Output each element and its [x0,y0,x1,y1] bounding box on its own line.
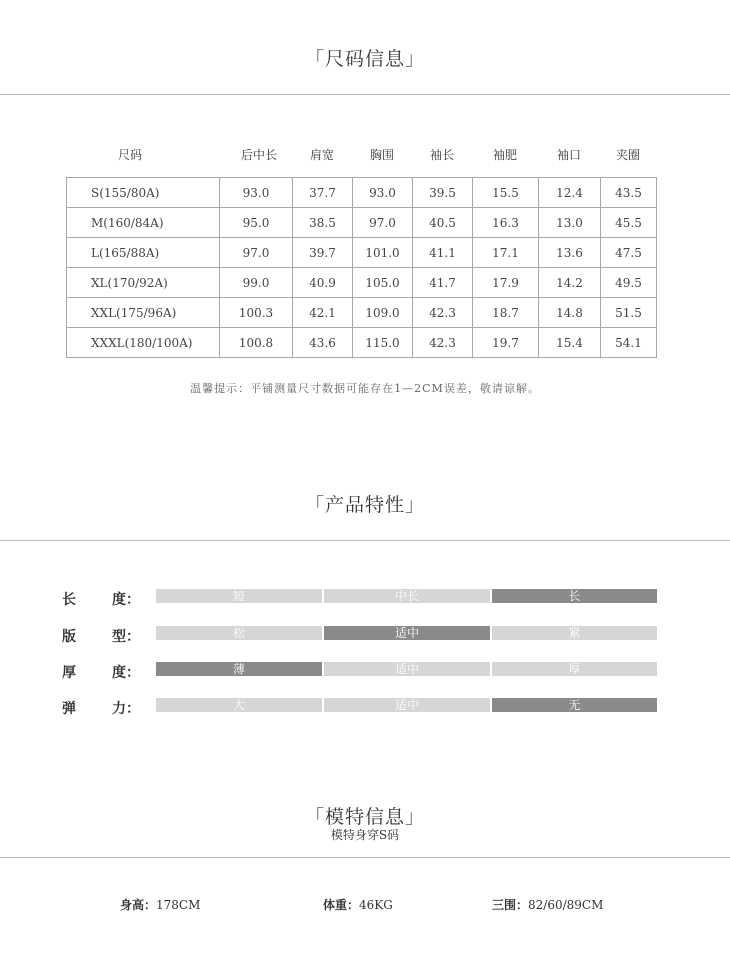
table-cell: 40.9 [293,268,353,298]
feature-label-char: 厚 [62,665,76,681]
table-cell: 18.7 [473,298,539,328]
table-cell: 17.1 [473,238,539,268]
table-cell: 38.5 [293,208,353,238]
table-cell: 17.9 [473,268,539,298]
table-cell: 105.0 [353,268,413,298]
table-cell: 39.7 [293,238,353,268]
table-cell: 42.3 [413,298,473,328]
table-cell: 39.5 [413,178,473,208]
table-cell: 15.4 [539,328,601,358]
feature-option: 适中 [324,662,490,676]
model-measure-value: 82/60/89CM [528,898,604,912]
feature-option: 长 [492,589,657,603]
table-cell: 42.1 [293,298,353,328]
model-section-title: 「模特信息」 [304,806,425,828]
model-measure-label: 三围： [492,898,529,912]
feature-label-char: 长 [62,592,76,608]
feature-option: 紧 [492,626,657,640]
feature-option: 薄 [156,662,322,676]
table-cell: 13.6 [539,238,601,268]
table-cell: M(160/84A) [67,208,220,238]
table-cell: S(155/80A) [67,178,220,208]
table-cell: 115.0 [353,328,413,358]
feature-label-char: 力： [112,701,140,717]
table-cell: 49.5 [601,268,657,298]
size-section-title: 「尺码信息」 [304,48,425,70]
table-row [67,208,657,238]
table-cell: 101.0 [353,238,413,268]
table-cell: 14.2 [539,268,601,298]
model-height-value: 178CM [156,898,201,912]
table-row [67,268,657,298]
table-cell: 40.5 [413,208,473,238]
model-measurements [492,896,603,913]
model-height [120,896,200,913]
table-cell: 41.1 [413,238,473,268]
feature-label-char: 度： [112,592,140,608]
feature-label-char: 型： [112,629,140,645]
table-cell: L(165/88A) [67,238,220,268]
divider [0,857,730,858]
table-cell: 47.5 [601,238,657,268]
feature-option: 中长 [324,589,490,603]
feature-option: 大 [156,698,322,712]
divider [0,94,730,95]
measurement-note: 温馨提示：平铺测量尺寸数据可能存在1—2CM误差，敬请谅解。 [190,382,540,395]
table-cell: 95.0 [220,208,293,238]
feature-label-char: 度： [112,665,140,681]
header-armhole: 夹圈 [615,148,640,162]
model-subtitle: 模特身穿S码 [330,828,400,842]
feature-option: 无 [492,698,657,712]
table-cell: 93.0 [353,178,413,208]
table-cell: 12.4 [539,178,601,208]
table-cell: 97.0 [353,208,413,238]
model-weight-label: 体重： [323,898,360,912]
header-sleeve-width: 袖肥 [492,148,517,162]
header-chest: 胸围 [369,148,394,162]
header-size: 尺码 [117,148,142,162]
header-shoulder: 肩宽 [309,148,334,162]
table-cell: 14.8 [539,298,601,328]
table-cell: 100.3 [220,298,293,328]
table-cell: 45.5 [601,208,657,238]
table-cell: 41.7 [413,268,473,298]
table-cell: XXXL(180/100A) [67,328,220,358]
feature-section-title: 「产品特性」 [304,494,425,516]
table-cell: 97.0 [220,238,293,268]
feature-option: 适中 [324,698,490,712]
table-row [67,328,657,358]
feature-option: 短 [156,589,322,603]
size-table [66,177,657,358]
table-cell: 37.7 [293,178,353,208]
table-cell: XL(170/92A) [67,268,220,298]
header-back-length: 后中长 [240,148,277,162]
feature-option: 厚 [492,662,657,676]
table-cell: 13.0 [539,208,601,238]
table-row [67,178,657,208]
table-cell: 100.8 [220,328,293,358]
table-cell: 15.5 [473,178,539,208]
table-cell: 43.5 [601,178,657,208]
table-cell: 51.5 [601,298,657,328]
table-row [67,238,657,268]
table-cell: 54.1 [601,328,657,358]
header-cuff: 袖口 [556,148,581,162]
table-cell: 99.0 [220,268,293,298]
table-cell: 43.6 [293,328,353,358]
model-weight [323,896,393,913]
divider [0,540,730,541]
table-cell: 109.0 [353,298,413,328]
table-row [67,298,657,328]
feature-option: 适中 [324,626,490,640]
table-cell: 16.3 [473,208,539,238]
table-cell: 93.0 [220,178,293,208]
feature-label-char: 弹 [62,701,76,717]
table-cell: 42.3 [413,328,473,358]
model-weight-value: 46KG [359,898,393,912]
feature-option: 松 [156,626,322,640]
feature-label-char: 版 [62,629,76,645]
model-height-label: 身高： [120,898,157,912]
header-sleeve-length: 袖长 [429,148,454,162]
table-cell: XXL(175/96A) [67,298,220,328]
table-cell: 19.7 [473,328,539,358]
